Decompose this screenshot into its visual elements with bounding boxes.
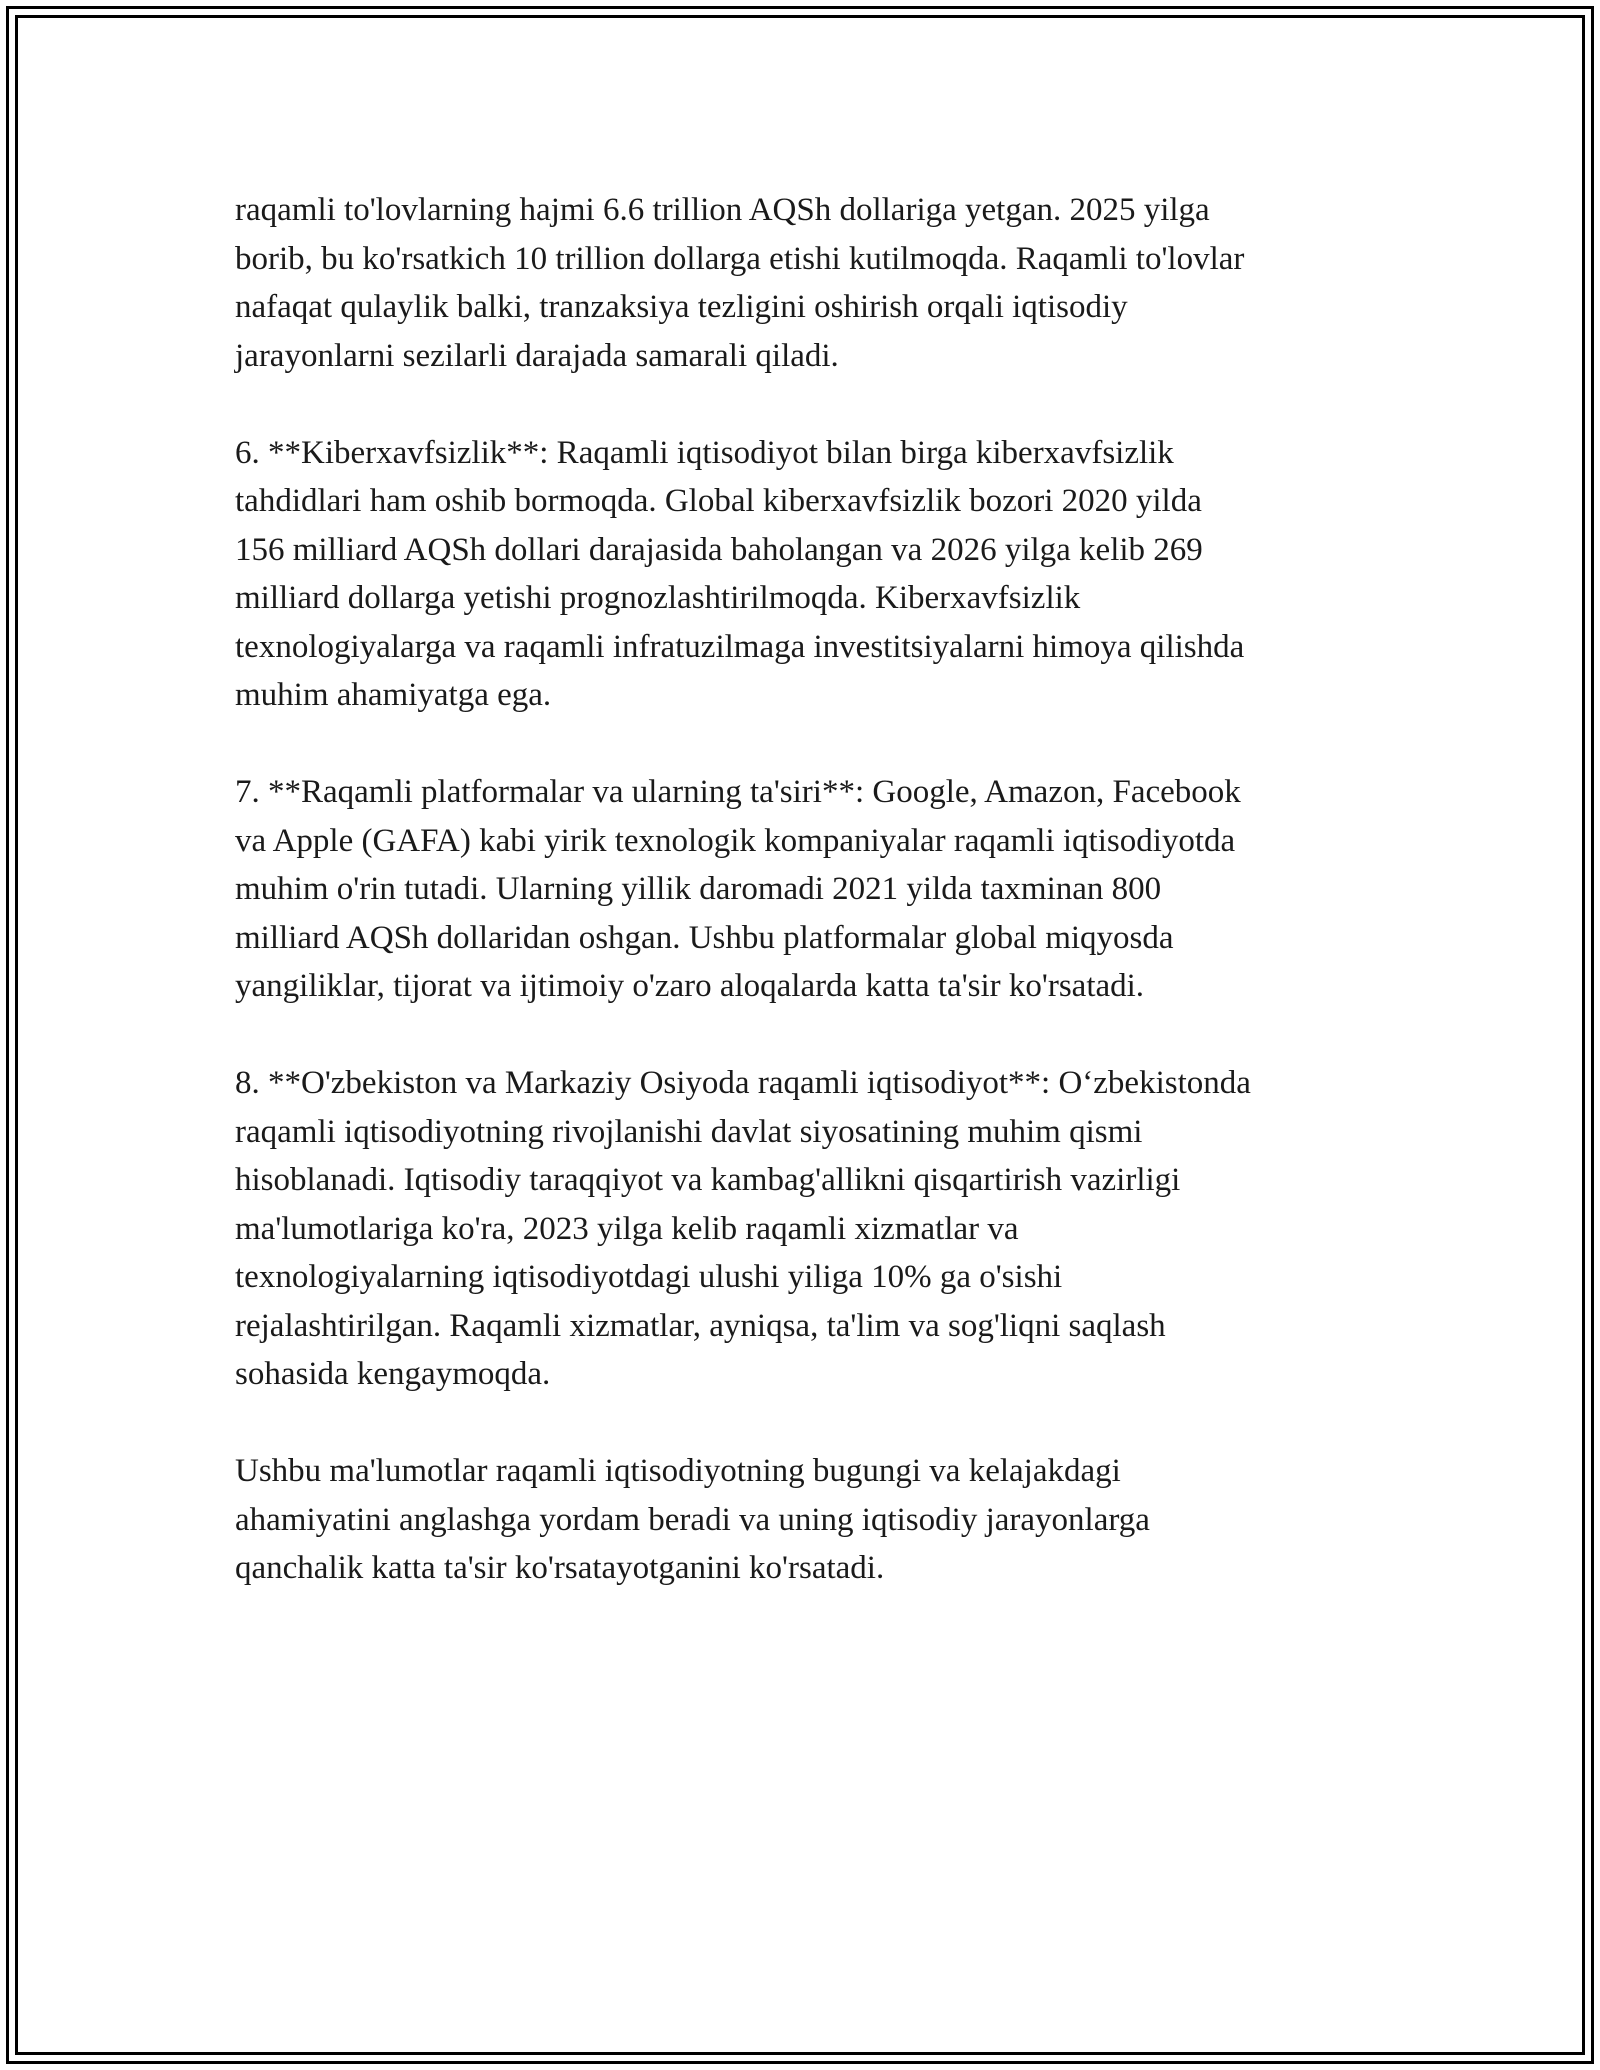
paragraph-conclusion: Ushbu ma'lumotlar raqamli iqtisodiyotning bugungi va kelajakdagi ahamiyatini anglashga yordam beradi va uning iqtisodiy jarayonlarga qanchalik katta ta'sir ko'rsatayotganini ko'rsatadi. [235, 1453, 1150, 1586]
paragraph-digital-platforms: 7. **Raqamli platformalar va ularning ta'siri**: Google, Amazon, Facebook va Apple (GAFA) kabi yirik texnologik kompaniyalar raqamli iqtisodiyotda muhim o'rin tutadi. Ularning yillik daromadi 2021 yilda taxminan 800 milliard AQSh dollaridan oshgan. Ushbu platformalar global miqyosda yangiliklar, tijorat va ijtimoiy o'zaro aloqalarda katta ta'sir ko'rsatadi. [235, 774, 1241, 1004]
paragraph-digital-payments: raqamli to'lovlarning hajmi 6.6 trillion AQSh dollariga yetgan. 2025 yilga borib, bu ko'rsatkich 10 trillion dollarga etishi kutilmoqda. Raqamli to'lovlar nafaqat qulaylik balki, tranzaksiya tezligini oshirish orqali iqtisodiy jarayonlarni sezilarli darajada samarali qiladi. [235, 192, 1245, 374]
document-body [235, 186, 1375, 1641]
paragraph-cybersecurity: 6. **Kiberxavfsizlik**: Raqamli iqtisodiyot bilan birga kiberxavfsizlik tahdidlari ham oshib bormoqda. Global kiberxavfsizlik bozori 2020 yilda 156 milliard AQSh dollari darajasida baholangan va 2026 yilga kelib 269 milliard dollarga yetishi prognozlashtirilmoqda. Kiberxavfsizlik texnologiyalarga va raqamli infratuzilmaga investitsiyalarni himoya qilishda muhim ahamiyatga ega. [235, 434, 1245, 713]
paragraph-uzbekistan-central-asia: 8. **O'zbekiston va Markaziy Osiyoda raqamli iqtisodiyot**: O‘zbekistonda raqamli iqtisodiyotning rivojlanishi davlat siyosatining muhim qismi hisoblanadi. Iqtisodiy taraqqiyot va kambag'allikni qisqartirish vazirligi ma'lumotlariga ko'ra, 2023 yilga kelib raqamli xizmatlar va texnologiyalarning iqtisodiyotdagi ulushi yiliga 10% ga o'sishi rejalashtirilgan. Raqamli xizmatlar, ayniqsa, ta'lim va sog'liqni saqlash sohasida kengaymoqda. [235, 1065, 1251, 1392]
